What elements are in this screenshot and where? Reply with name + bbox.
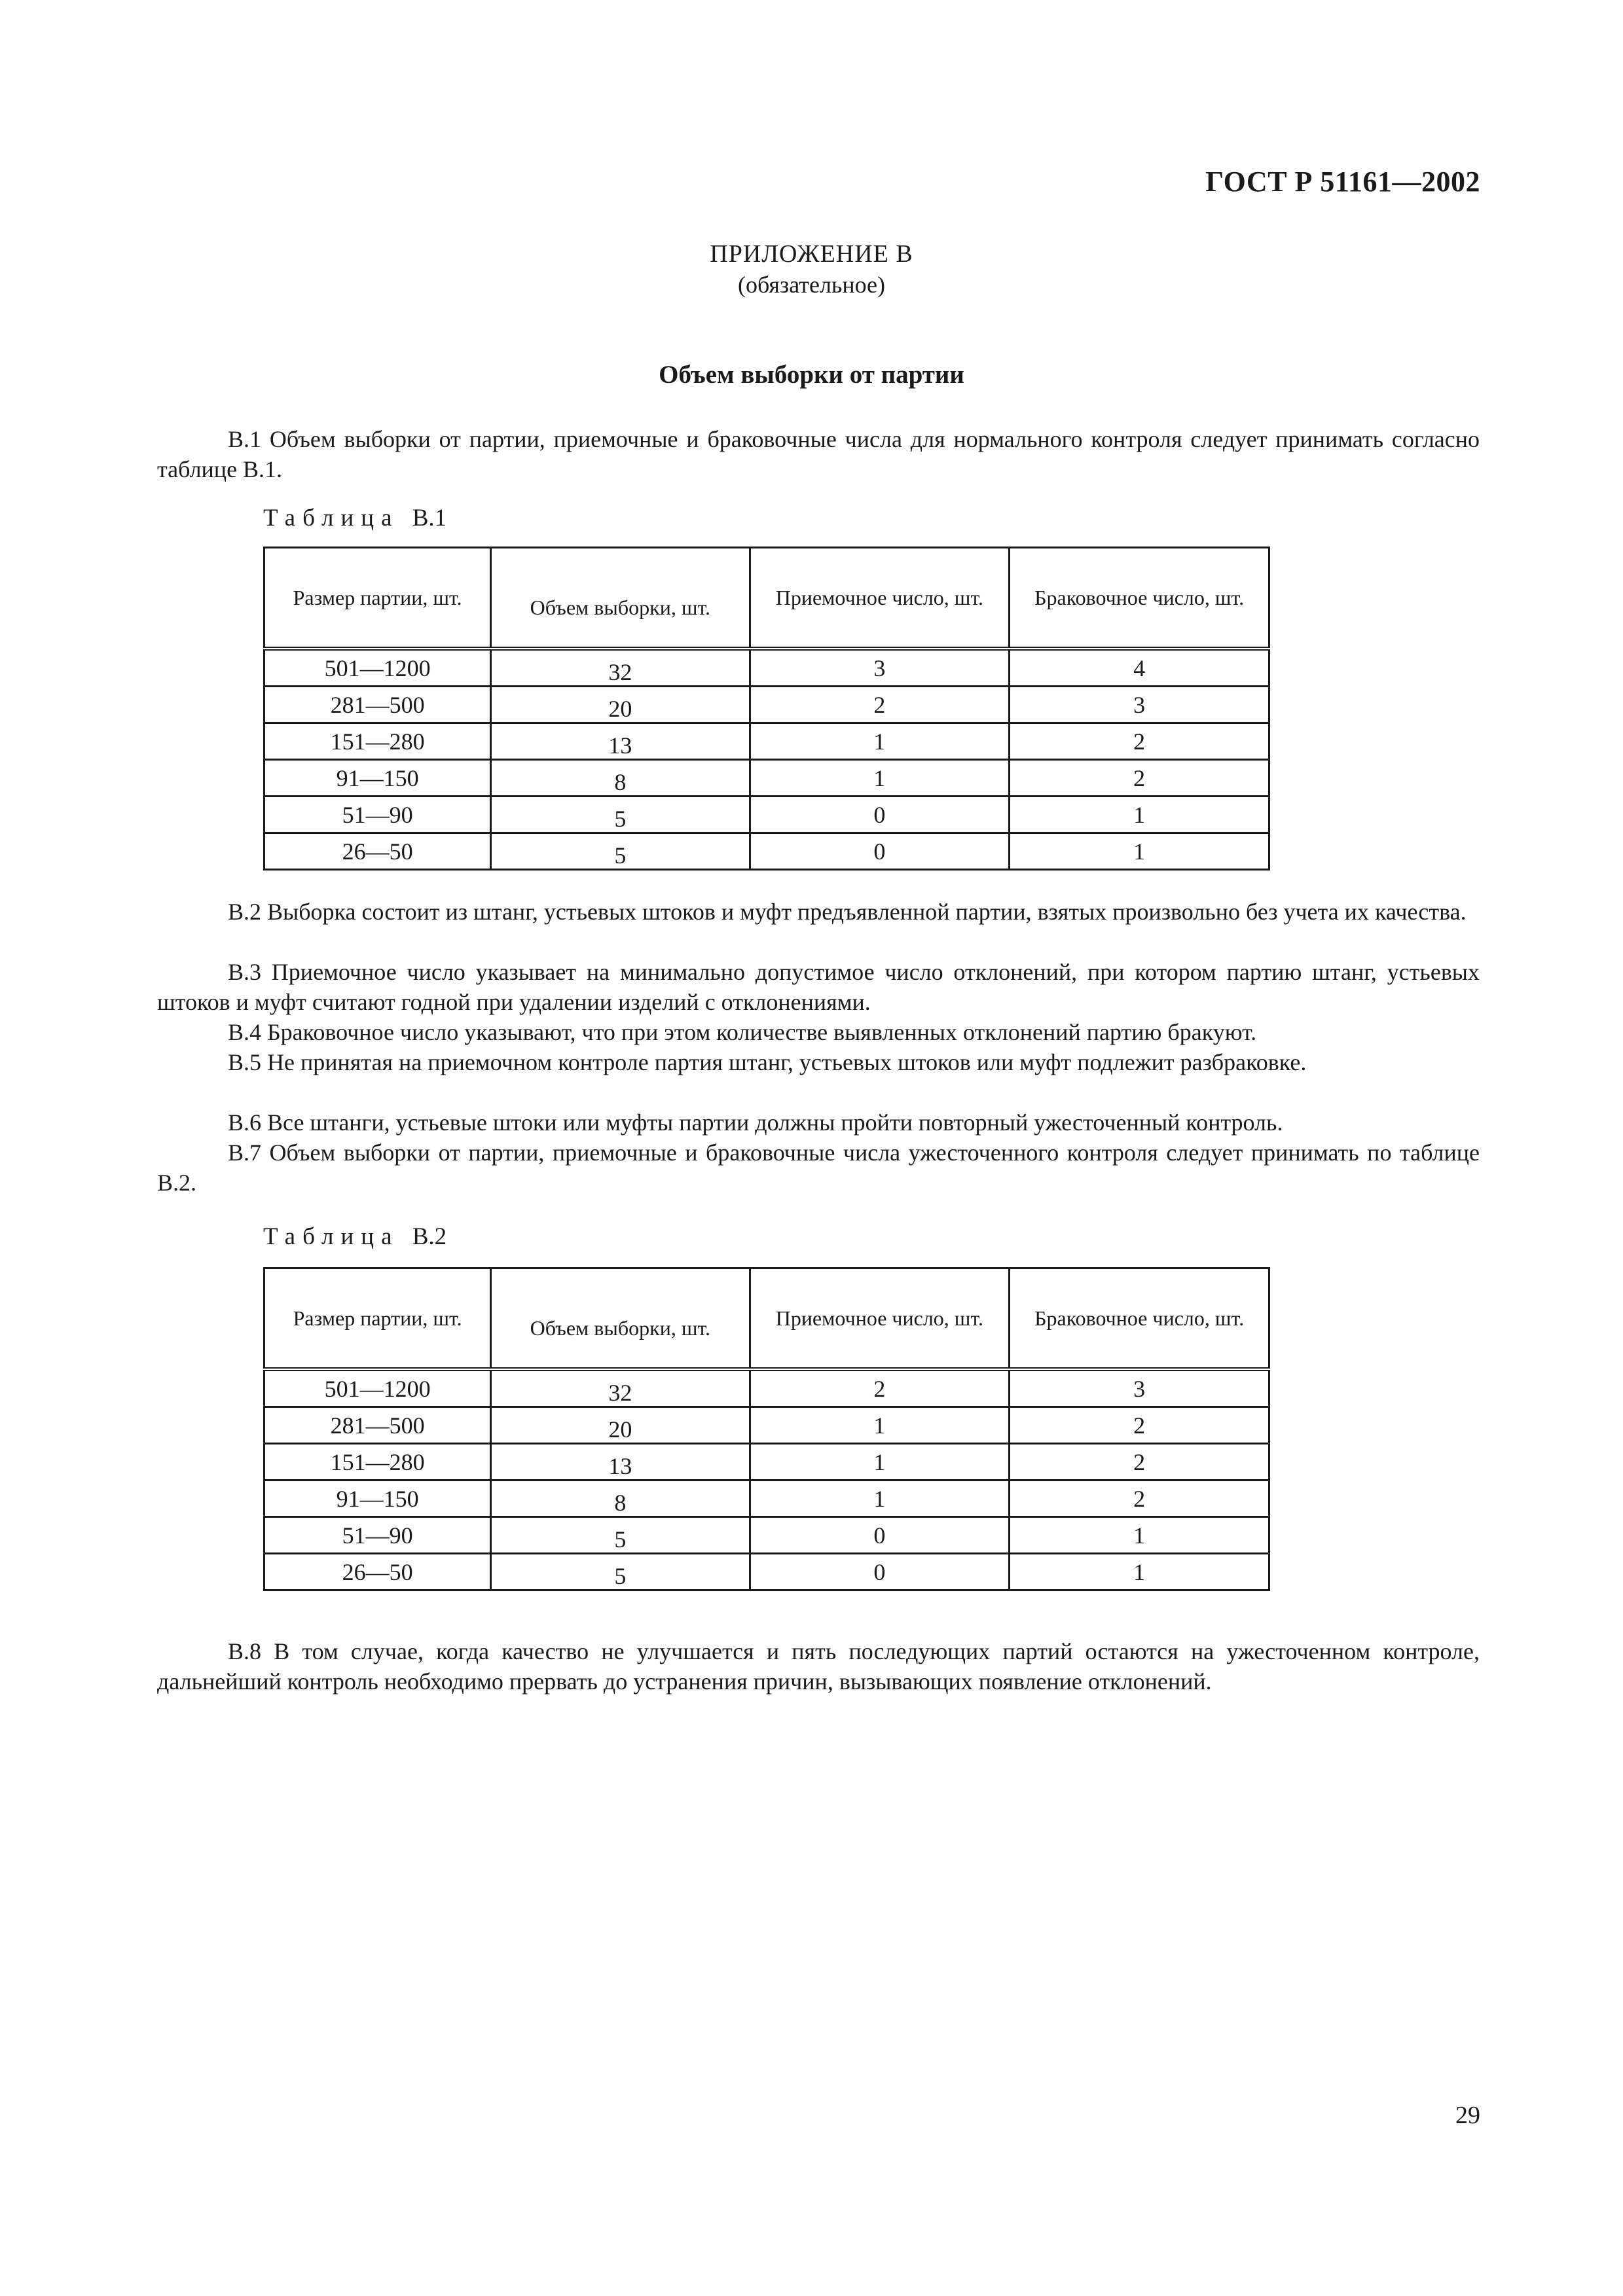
cell-reject: 1 xyxy=(1010,1554,1269,1590)
cell-sample-size: 5 xyxy=(491,1554,750,1590)
table-1-header-reject: Браковочное число, шт. xyxy=(1010,548,1269,649)
table-1-caption xyxy=(263,504,447,532)
cell-accept: 2 xyxy=(750,687,1010,723)
table-row xyxy=(264,833,1269,870)
cell-reject: 3 xyxy=(1010,687,1269,723)
table-row xyxy=(264,687,1269,723)
cell-accept: 0 xyxy=(750,1517,1010,1554)
table-1-body xyxy=(264,649,1269,870)
cell-accept: 2 xyxy=(750,1369,1010,1407)
cell-lot-size: 26—50 xyxy=(264,1554,491,1590)
table-2-caption xyxy=(263,1223,447,1251)
cell-sample-size: 13 xyxy=(491,1444,750,1480)
cell-sample-size: 8 xyxy=(491,1480,750,1517)
cell-lot-size: 91—150 xyxy=(264,1480,491,1517)
cell-lot-size: 26—50 xyxy=(264,833,491,870)
cell-reject: 2 xyxy=(1010,760,1269,797)
paragraph-b5: В.5 Не принятая на приемочном контроле партия штанг, устьевых штоков или муфт подлежит разбраковке. xyxy=(228,1049,1307,1075)
cell-accept: 3 xyxy=(750,649,1010,687)
paragraph-b8: В.8 В том случае, когда качество не улучшается и пять последующих партий остаются на ужесточенном контроле, дальнейший контроль необходимо прервать до устранения причин, вызывающих появление отклонений. xyxy=(157,1638,1480,1695)
document-code: ГОСТ Р 51161—2002 xyxy=(1205,166,1480,198)
table-2-header-reject: Браковочное число, шт. xyxy=(1010,1268,1269,1370)
cell-sample-size: 20 xyxy=(491,1407,750,1444)
table-row xyxy=(264,1369,1269,1407)
paragraph-b3: В.3 Приемочное число указывает на минимально допустимое число отклонений, при котором партию штанг, устьевых штоков и муфт считают годной при удалении изделий с отклонениями. xyxy=(157,959,1480,1015)
cell-sample-size: 5 xyxy=(491,797,750,833)
cell-lot-size: 51—90 xyxy=(264,1517,491,1554)
table-1-header-row xyxy=(264,548,1269,649)
cell-reject: 2 xyxy=(1010,1407,1269,1444)
table-row xyxy=(264,1480,1269,1517)
cell-lot-size: 501—1200 xyxy=(264,649,491,687)
cell-reject: 1 xyxy=(1010,797,1269,833)
page-number: 29 xyxy=(1455,2102,1480,2129)
table-2-caption-number: В.2 xyxy=(412,1223,447,1250)
table-row xyxy=(264,760,1269,797)
cell-lot-size: 51—90 xyxy=(264,797,491,833)
cell-reject: 2 xyxy=(1010,1480,1269,1517)
table-1-header-sample-size: Объем выборки, шт. xyxy=(491,548,750,649)
table-1-caption-word: Таблица xyxy=(263,505,399,531)
cell-reject: 3 xyxy=(1010,1369,1269,1407)
paragraph-b7: В.7 Объем выборки от партии, приемочные и браковочные числа ужесточенного контроля следует принимать по таблице В.2. xyxy=(157,1139,1480,1196)
table-2-caption-word: Таблица xyxy=(263,1223,399,1250)
cell-reject: 1 xyxy=(1010,1517,1269,1554)
table-row xyxy=(264,649,1269,687)
cell-accept: 1 xyxy=(750,723,1010,760)
cell-accept: 1 xyxy=(750,1407,1010,1444)
table-2-body xyxy=(264,1369,1269,1590)
cell-accept: 0 xyxy=(750,797,1010,833)
cell-lot-size: 91—150 xyxy=(264,760,491,797)
paragraph-b1: В.1 Объем выборки от партии, приемочные и браковочные числа для нормального контроля следует принимать согласно таблице В.1. xyxy=(157,426,1480,482)
table-1-header-accept: Приемочное число, шт. xyxy=(750,548,1010,649)
table-1-caption-number: В.1 xyxy=(412,505,447,531)
table-2-header-lot-size: Размер партии, шт. xyxy=(264,1268,491,1370)
cell-reject: 2 xyxy=(1010,1444,1269,1480)
table-1 xyxy=(263,547,1270,870)
table-row xyxy=(264,1407,1269,1444)
cell-reject: 4 xyxy=(1010,649,1269,687)
cell-sample-size: 20 xyxy=(491,687,750,723)
cell-reject: 1 xyxy=(1010,833,1269,870)
cell-accept: 1 xyxy=(750,1444,1010,1480)
cell-accept: 0 xyxy=(750,1554,1010,1590)
paragraph-b4: В.4 Браковочное число указывают, что при этом количестве выявленных отклонений партию бракуют. xyxy=(228,1019,1257,1045)
section-heading: Объем выборки от партии xyxy=(659,361,964,389)
cell-sample-size: 5 xyxy=(491,1517,750,1554)
table-2 xyxy=(263,1267,1270,1591)
cell-lot-size: 151—280 xyxy=(264,1444,491,1480)
table-row xyxy=(264,797,1269,833)
cell-lot-size: 501—1200 xyxy=(264,1369,491,1407)
cell-accept: 1 xyxy=(750,760,1010,797)
appendix-status: (обязательное) xyxy=(738,272,885,298)
paragraph-b6: В.6 Все штанги, устьевые штоки или муфты партии должны пройти повторный ужесточенный контроль. xyxy=(228,1109,1283,1136)
paragraph-b2: В.2 Выборка состоит из штанг, устьевых штоков и муфт предъявленной партии, взятых произвольно без учета их качества. xyxy=(228,899,1467,925)
table-row xyxy=(264,1517,1269,1554)
cell-lot-size: 281—500 xyxy=(264,1407,491,1444)
cell-lot-size: 151—280 xyxy=(264,723,491,760)
cell-sample-size: 5 xyxy=(491,833,750,870)
table-row xyxy=(264,1444,1269,1480)
cell-accept: 1 xyxy=(750,1480,1010,1517)
cell-reject: 2 xyxy=(1010,723,1269,760)
appendix-title: ПРИЛОЖЕНИЕ В xyxy=(710,240,913,268)
cell-sample-size: 32 xyxy=(491,1369,750,1407)
cell-sample-size: 32 xyxy=(491,649,750,687)
table-row xyxy=(264,1554,1269,1590)
table-2-header-sample-size: Объем выборки, шт. xyxy=(491,1268,750,1370)
table-2-header-row xyxy=(264,1268,1269,1370)
cell-accept: 0 xyxy=(750,833,1010,870)
cell-sample-size: 8 xyxy=(491,760,750,797)
table-2-header-accept: Приемочное число, шт. xyxy=(750,1268,1010,1370)
table-1-header-lot-size: Размер партии, шт. xyxy=(264,548,491,649)
cell-lot-size: 281—500 xyxy=(264,687,491,723)
cell-sample-size: 13 xyxy=(491,723,750,760)
table-row xyxy=(264,723,1269,760)
